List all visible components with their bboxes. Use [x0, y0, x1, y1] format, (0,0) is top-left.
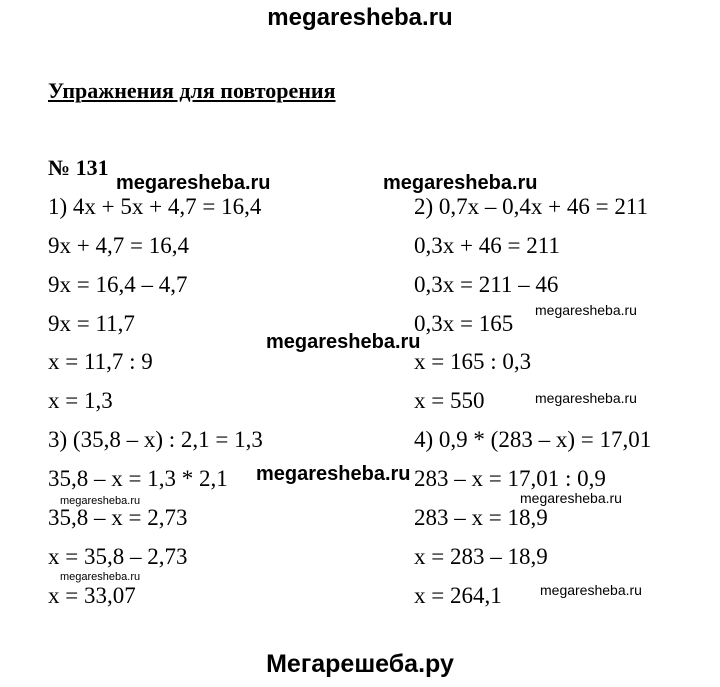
watermark: megaresheba.ru	[535, 302, 637, 318]
watermark: megaresheba.ru	[256, 463, 411, 485]
watermark: megaresheba.ru	[116, 172, 271, 194]
equation-line: x = 550	[414, 388, 485, 413]
equation-line: x = 35,8 – 2,73	[48, 544, 188, 569]
watermark: megaresheba.ru	[383, 172, 538, 194]
equation-line: 0,3x = 165	[414, 311, 514, 336]
equation-line: 9x = 11,7	[48, 311, 135, 336]
watermark: megaresheba.ru	[60, 495, 141, 507]
equation-line: 0,3x = 211 – 46	[414, 272, 559, 297]
equation-line: x = 33,07	[48, 583, 136, 608]
equation-line: x = 165 : 0,3	[414, 349, 532, 374]
equation-line: 2) 0,7x – 0,4x + 46 = 211	[414, 194, 648, 219]
watermark: megaresheba.ru	[535, 390, 637, 406]
watermark: megaresheba.ru	[266, 331, 421, 353]
watermark: megaresheba.ru	[520, 490, 622, 506]
equation-line: 9x = 16,4 – 4,7	[48, 272, 188, 297]
equation-line: 3) (35,8 – x) : 2,1 = 1,3	[48, 427, 263, 452]
equation-line: x = 264,1	[414, 583, 502, 608]
equation-line: 4) 0,9 * (283 – x) = 17,01	[414, 427, 652, 452]
equation-line: x = 1,3	[48, 388, 113, 413]
equation-line: 9x + 4,7 = 16,4	[48, 233, 189, 258]
equation-line: x = 283 – 18,9	[414, 544, 548, 569]
exercise-number: № 131	[48, 155, 109, 180]
equation-line: 35,8 – x = 2,73	[48, 505, 188, 530]
watermark: megaresheba.ru	[60, 571, 141, 583]
footer-site-name: Мегарешеба.ру	[266, 650, 454, 678]
equation-line: 283 – x = 17,01 : 0,9	[414, 466, 606, 491]
equation-line: 0,3x + 46 = 211	[414, 233, 560, 258]
equation-line: 35,8 – x = 1,3 * 2,1	[48, 466, 228, 491]
section-heading: Упражнения для повторения	[48, 78, 336, 103]
watermark-top: megaresheba.ru	[267, 4, 453, 31]
watermark: megaresheba.ru	[540, 582, 642, 598]
equation-line: x = 11,7 : 9	[48, 349, 153, 374]
equation-line: 283 – x = 18,9	[414, 505, 548, 530]
equation-line: 1) 4x + 5x + 4,7 = 16,4	[48, 194, 262, 219]
